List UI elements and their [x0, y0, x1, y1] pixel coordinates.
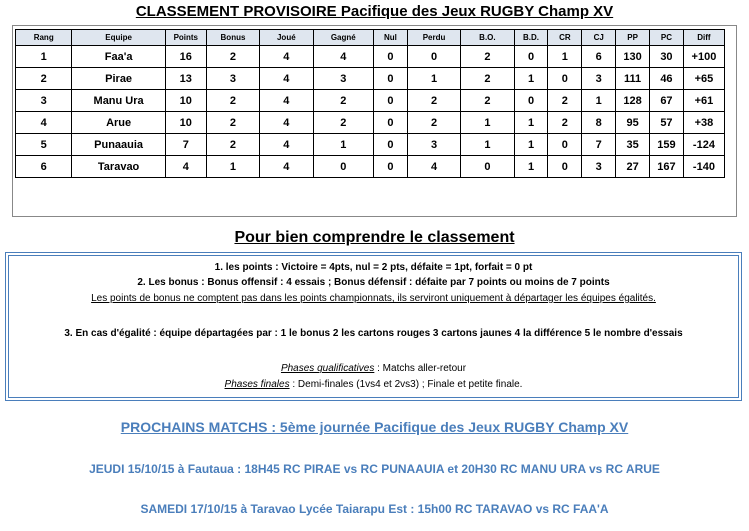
team-name-cell: Pirae [72, 68, 165, 90]
table-cell: 2 [407, 112, 460, 134]
table-cell: 2 [461, 68, 514, 90]
table-row [16, 112, 725, 134]
table-cell: 3 [16, 90, 72, 112]
phases-finales-label: Phases finales [224, 379, 290, 390]
table-row [16, 156, 725, 178]
table-cell: 159 [650, 134, 684, 156]
table-cell: 0 [548, 156, 582, 178]
table-cell: 4 [260, 134, 313, 156]
upcoming-match-1: JEUDI 15/10/15 à Fautaua : 18H45 RC PIRAE vs RC PUNAAUIA et 20H30 RC MANU URA vs RC ARUE [89, 462, 660, 476]
table-row [16, 68, 725, 90]
table-cell: 1 [206, 156, 259, 178]
table-cell: 1 [514, 112, 548, 134]
phases-qualif-text: : Matchs aller-retour [374, 363, 467, 374]
table-cell: +65 [683, 68, 724, 90]
table-cell: 0 [374, 156, 408, 178]
header-cell: Perdu [407, 30, 460, 46]
table-row [16, 90, 725, 112]
table-row [16, 46, 725, 68]
table-cell: 2 [461, 90, 514, 112]
team-name-cell: Taravao [72, 156, 165, 178]
table-cell: 2 [313, 112, 374, 134]
table-cell: 2 [548, 112, 582, 134]
table-cell: 2 [313, 90, 374, 112]
rule-phases-qualif [6, 363, 741, 374]
table-cell: -124 [683, 134, 724, 156]
header-cell: Equipe [72, 30, 165, 46]
table-row [16, 134, 725, 156]
table-cell: 6 [16, 156, 72, 178]
table-cell: 95 [616, 112, 650, 134]
table-cell: 4 [260, 68, 313, 90]
table-cell: 1 [461, 112, 514, 134]
table-cell: 0 [548, 68, 582, 90]
header-cell: Diff [683, 30, 724, 46]
team-name-cell: Arue [72, 112, 165, 134]
table-cell: 57 [650, 112, 684, 134]
table-cell: 1 [548, 46, 582, 68]
header-cell: Points [165, 30, 206, 46]
header-cell: PP [616, 30, 650, 46]
table-cell: 2 [548, 90, 582, 112]
table-cell: 13 [165, 68, 206, 90]
table-cell: +100 [683, 46, 724, 68]
table-cell: -140 [683, 156, 724, 178]
table-cell: 167 [650, 156, 684, 178]
header-cell: Bonus [206, 30, 259, 46]
table-cell: 1 [313, 134, 374, 156]
table-cell: 128 [616, 90, 650, 112]
table-cell: 6 [582, 46, 616, 68]
table-cell: 2 [206, 112, 259, 134]
table-cell: 4 [407, 156, 460, 178]
table-cell: 3 [582, 68, 616, 90]
upcoming-title: PROCHAINS MATCHS : 5ème journée Pacifique des Jeux RUGBY Champ XV [120, 419, 629, 435]
rule-phases-finales [6, 379, 741, 390]
table-cell: 0 [374, 68, 408, 90]
table-cell: 7 [582, 134, 616, 156]
header-cell: PC [650, 30, 684, 46]
table-cell: 10 [165, 90, 206, 112]
table-cell: 0 [374, 46, 408, 68]
standings-header-row [16, 30, 725, 46]
table-cell: 3 [582, 156, 616, 178]
team-name-cell: Punaauia [72, 134, 165, 156]
table-cell: 0 [548, 134, 582, 156]
table-cell: 8 [582, 112, 616, 134]
table-cell: 1 [16, 46, 72, 68]
table-cell: 67 [650, 90, 684, 112]
table-cell: 4 [16, 112, 72, 134]
header-cell: Rang [16, 30, 72, 46]
table-cell: 7 [165, 134, 206, 156]
header-cell: Joué [260, 30, 313, 46]
header-cell: CR [548, 30, 582, 46]
table-cell: 1 [514, 134, 548, 156]
table-cell: 4 [260, 90, 313, 112]
table-cell: 2 [407, 90, 460, 112]
standings-table [15, 29, 725, 178]
table-cell: 0 [514, 90, 548, 112]
header-cell: Gagné [313, 30, 374, 46]
table-cell: 27 [616, 156, 650, 178]
rule-bonus: 2. Les bonus : Bonus offensif : 4 essais ; Bonus défensif : défaite par 7 points ou moins de 7 points [137, 277, 610, 288]
header-cell: B.D. [514, 30, 548, 46]
table-cell: 10 [165, 112, 206, 134]
table-cell: 0 [374, 134, 408, 156]
table-cell: 4 [260, 156, 313, 178]
upcoming-match-2: SAMEDI 17/10/15 à Taravao Lycée Taiarapu Est : 15h00 RC TARAVAO vs RC FAA'A [140, 502, 609, 516]
rules-title: Pour bien comprendre le classement [234, 229, 515, 246]
table-cell: 2 [206, 46, 259, 68]
table-cell: 35 [616, 134, 650, 156]
table-cell: 0 [407, 46, 460, 68]
table-cell: 3 [313, 68, 374, 90]
rules-box [5, 252, 742, 401]
table-cell: 16 [165, 46, 206, 68]
table-cell: 5 [16, 134, 72, 156]
table-cell: 2 [206, 90, 259, 112]
table-cell: 1 [461, 134, 514, 156]
table-cell: 1 [407, 68, 460, 90]
table-cell: 1 [514, 68, 548, 90]
table-cell: 4 [260, 46, 313, 68]
table-cell: 0 [374, 112, 408, 134]
table-cell: 0 [461, 156, 514, 178]
table-cell: 0 [374, 90, 408, 112]
table-cell: 2 [16, 68, 72, 90]
table-cell: +61 [683, 90, 724, 112]
table-cell: 1 [514, 156, 548, 178]
table-cell: 30 [650, 46, 684, 68]
table-cell: 1 [582, 90, 616, 112]
table-cell: 111 [616, 68, 650, 90]
rule-tiebreak: 3. En cas d'égalité : équipe départagées par : 1 le bonus 2 les cartons rouges 3 cartons jaunes 4 la différence 5 le nombre d'essais [64, 328, 683, 339]
table-cell: 3 [206, 68, 259, 90]
table-cell: +38 [683, 112, 724, 134]
table-cell: 2 [461, 46, 514, 68]
page-title: CLASSEMENT PROVISOIRE Pacifique des Jeux RUGBY Champ XV [135, 3, 614, 20]
table-cell: 2 [206, 134, 259, 156]
table-cell: 46 [650, 68, 684, 90]
standings-panel [12, 25, 737, 217]
rule-points: 1. les points : Victoire = 4pts, nul = 2 pts, défaite = 1pt, forfait = 0 pt [214, 262, 533, 273]
standings-body [16, 46, 725, 178]
phases-finales-text: : Demi-finales (1vs4 et 2vs3) ; Finale et petite finale. [289, 379, 523, 390]
team-name-cell: Manu Ura [72, 90, 165, 112]
table-cell: 130 [616, 46, 650, 68]
table-cell: 0 [514, 46, 548, 68]
header-cell: B.O. [461, 30, 514, 46]
table-cell: 4 [260, 112, 313, 134]
header-cell: Nul [374, 30, 408, 46]
phases-qualif-label: Phases qualificatives [280, 363, 375, 374]
header-cell: CJ [582, 30, 616, 46]
rule-bonus-note: Les points de bonus ne comptent pas dans les points championnats, ils serviront uniquement à départager les équipes égalités. [91, 293, 656, 304]
table-cell: 3 [407, 134, 460, 156]
team-name-cell: Faa'a [72, 46, 165, 68]
table-cell: 4 [165, 156, 206, 178]
table-cell: 0 [313, 156, 374, 178]
table-cell: 4 [313, 46, 374, 68]
